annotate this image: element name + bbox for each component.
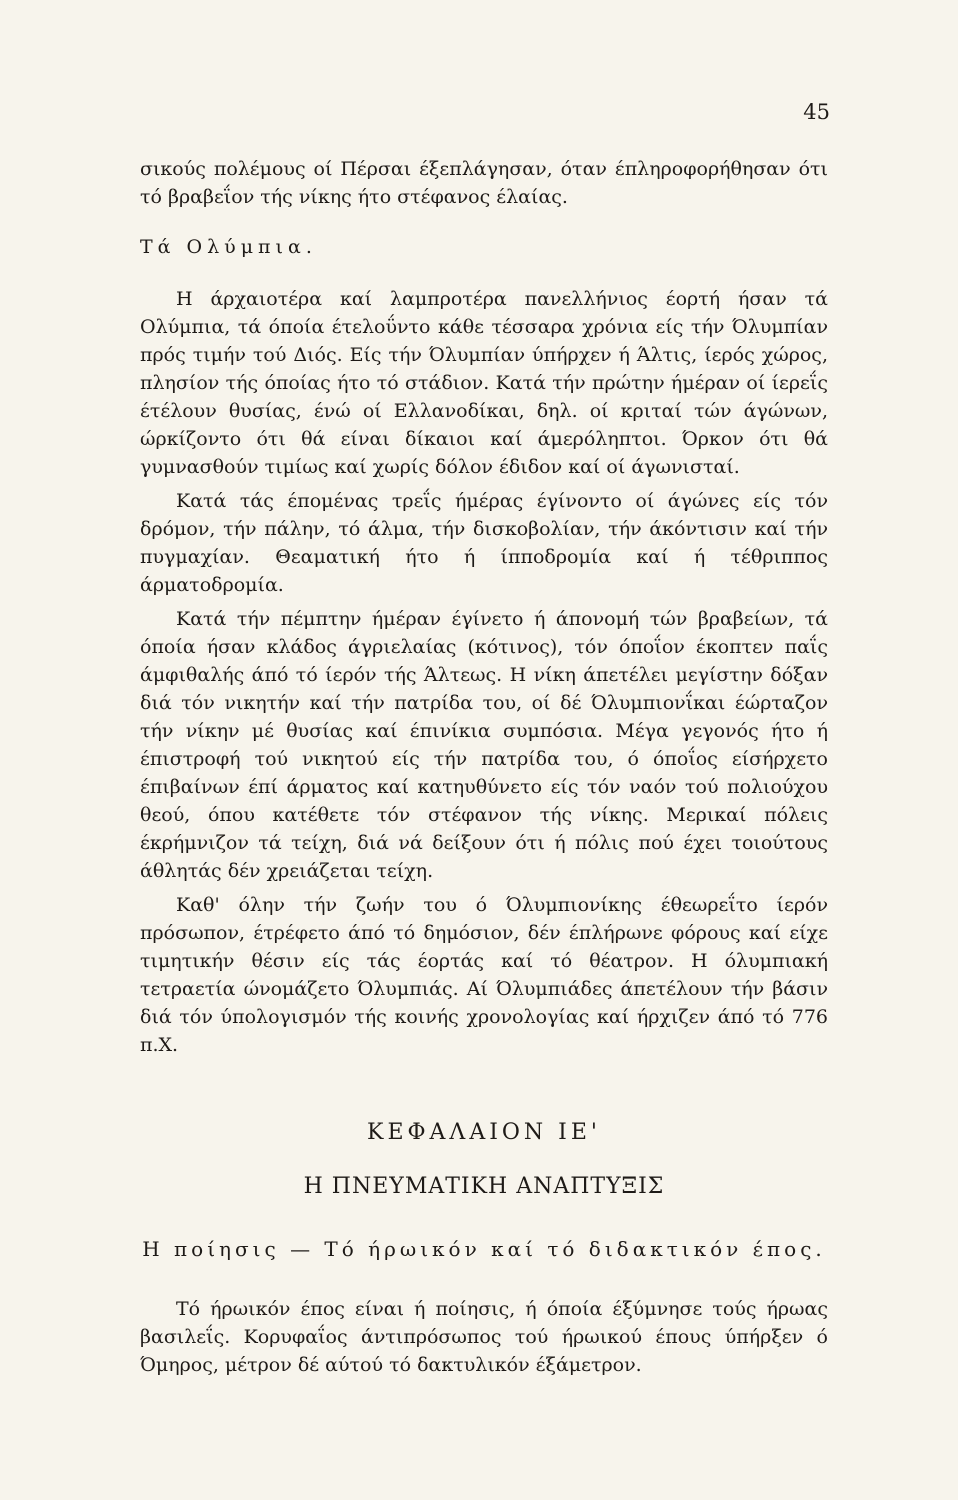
section-title: Τά Ολύμπια. [140, 236, 317, 258]
intro-paragraph: σικούς πολέμους οί Πέρσαι έξεπλάγησαν, όταν έπληροφορήθησαν ότι τό βραβεΐον τής νίκης ήτο στέφανος έλαίας. [140, 158, 828, 208]
paragraph-olympiad: Καθ' όλην τήν ζωήν του ό Όλυμπιονίκης έθεωρεΐτο ίερόν πρόσωπον, έτρέφετο άπό τό δημόσιον, δέν έπλήρωνε φόρους καί είχε τιμητικήν θέσιν είς τάς έορτάς καί τό θέατρον. Η όλυμπιακή τετραετία ώνομάζετο Όλυμπιάς. Αί Όλυμπιάδες άπετέλουν τήν βάσιν διά τόν ύπολογισμόν τής κοινής χρονολογίας καί ήρχιζεν άπό τό 776 π.Χ. [140, 894, 828, 1056]
page-number: 45 [803, 100, 830, 124]
paragraph-epic: Τό ήρωικόν έπος είναι ή ποίησις, ή όποία έξύμνησε τούς ήρωας βασιλεΐς. Κορυφαΐος άντιπρόσωπος τού ήρωικού έπους ύπήρξεν ό Όμηρος, μέτρον δέ αύτού τό δακτυλικόν έξάμετρον. [140, 1298, 828, 1376]
paragraph-olympia: Η άρχαιοτέρα καί λαμπροτέρα πανελλήνιος έορτή ήσαν τά Ολύμπια, τά όποία έτελοΰντο κάθε τέσσαρα χρόνια είς τήν Όλυμπίαν πρός τιμήν τού Διός. Είς τήν Όλυμπίαν ύπήρχεν ή Άλτις, ίερός χώρος, πλησίον τής όποίας ήτο τό στάδιον. Κατά τήν πρώτην ήμέραν οί ίερεΐς έτέλουν θυσίας, ένώ οί Ελλανοδίκαι, δηλ. οί κριταί τών άγώνων, ώρκίζοντο ότι θά είναι δίκαιοι καί άμερόληπτοι. Όρκον ότι θά γυμνασθούν τιμίως καί χωρίς δόλον έδιδον καί οί άγωνισταί. [140, 288, 828, 478]
chapter-heading: ΚΕΦΑΛΑΙΟΝ ΙΕ' [367, 1120, 601, 1145]
paragraph-contests: Κατά τάς έπομένας τρεΐς ήμέρας έγίνοντο οί άγώνες είς τόν δρόμον, τήν πάλην, τό άλμα, τήν δισκοβολίαν, τήν άκόντισιν καί τήν πυγμαχίαν. Θεαματική ήτο ή ίπποδρομία καί ή τέθριππος άρματοδρομία. [140, 490, 828, 596]
subject-line: Η ποίησις — Τό ήρωικόν καί τό διδακτικόν έπος. [142, 1237, 826, 1261]
paragraph-awards: Κατά τήν πέμπτην ήμέραν έγίνετο ή άπονομή τών βραβείων, τά όποία ήσαν κλάδος άγριελαίας (κότινος), τόν όποΐον έκοπτεν παΐς άμφιθαλής άπό τό ίερόν τής Άλτεως. Η νίκη άπετέλει μεγίστην δόξαν διά τόν νικητήν καί τήν πατρίδα του, οί δέ Όλυμπιονΐκαι έώρταζον τήν νίκην μέ θυσίας καί έπινίκια συμπόσια. Μέγα γεγονός ήτο ή έπιστροφή τού νικητού είς τήν πατρίδα του, ό όποΐος είσήρχετο έπιβαίνων έπί άρματος καί κατηυθύνετο είς τόν ναόν τού πολιούχου θεού, όπου κατέθετε τόν στέφανον τής νίκης. Μερικαί πόλεις έκρήμνιζον τά τείχη, διά νά δείξουν ότι ή πόλις πού έχει τοιούτους άθλητάς δέν χρειάζεται τείχη. [140, 608, 828, 882]
chapter-title: Η ΠΝΕΥΜΑΤΙΚΗ ΑΝΑΠΤΥΞΙΣ [303, 1174, 665, 1199]
page-body [140, 155, 828, 1379]
